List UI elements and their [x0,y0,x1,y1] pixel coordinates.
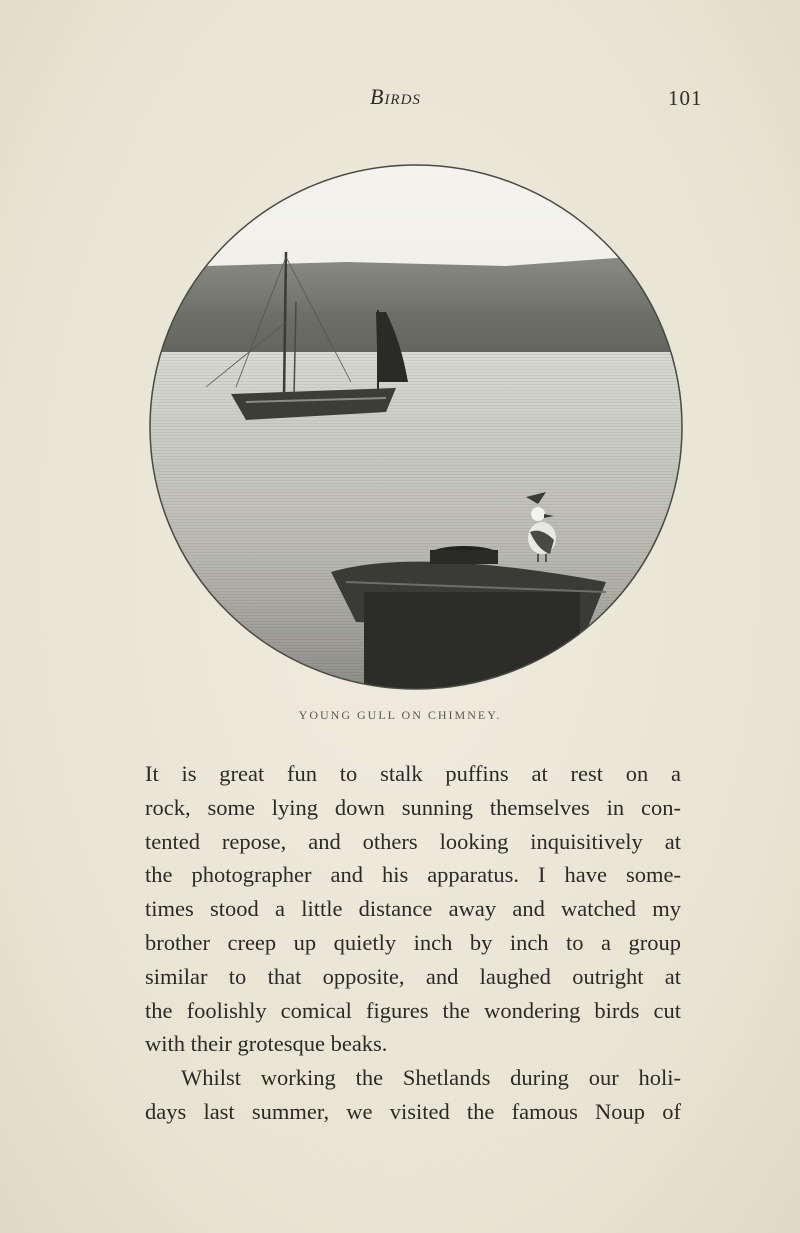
text-line: tented repose, and others looking inquisitively at [145,828,681,854]
text-line: similar to that opposite, and laughed outright at [145,963,681,989]
text-line: with their grotesque beaks. [145,1031,388,1057]
running-head [0,84,800,120]
photo-plate [146,162,686,692]
text-line: brother creep up quietly inch by inch to a group [145,929,681,955]
body-text [145,757,681,1129]
page-number: 101 [668,86,703,110]
text-line: the foolishly comical figures the wondering birds cut [145,997,681,1023]
text-line: days last summer, we visited the famous Noup of [145,1098,681,1124]
photo-caption: YOUNG GULL ON CHIMNEY. [298,708,502,722]
text-line: times stood a little distance away and watched my [145,896,681,922]
gull-on-chimney-photo [146,162,686,692]
running-title: Birds [370,84,421,109]
text-line: It is great fun to stalk puffins at rest on a [145,761,681,786]
text-line: rock, some lying down sunning themselves in con- [145,794,681,820]
text-line: the photographer and his apparatus. I have some- [145,862,681,888]
text-line: Whilst working the Shetlands during our holi- [181,1065,681,1091]
